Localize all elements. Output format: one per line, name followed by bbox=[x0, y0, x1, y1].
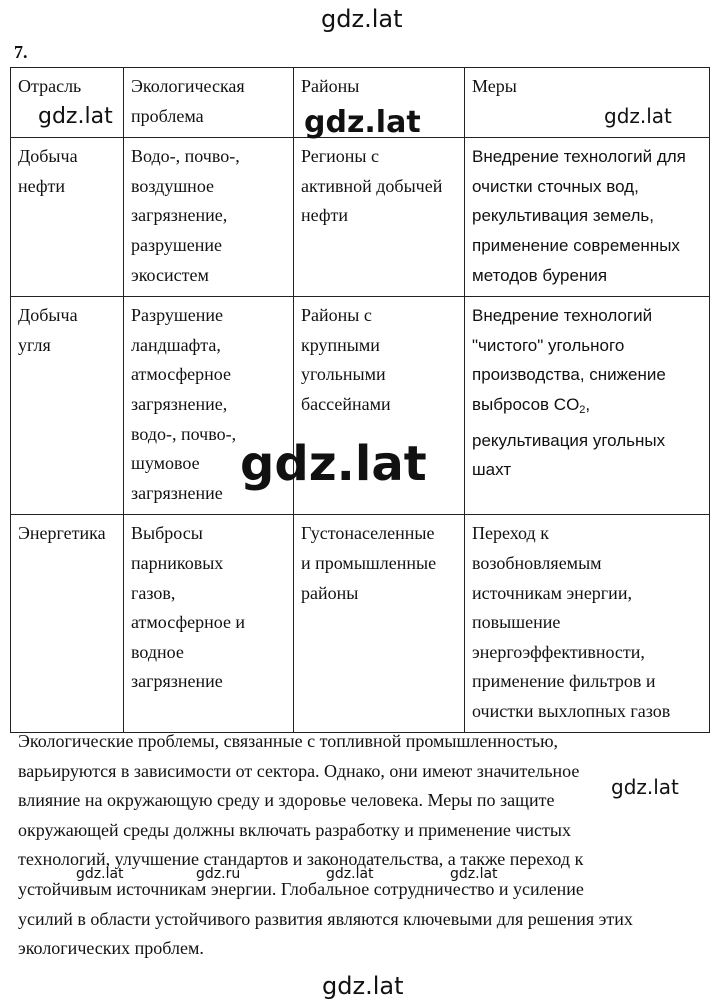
cell-text: методов бурения bbox=[472, 265, 608, 285]
cell-text: повышение bbox=[472, 612, 561, 633]
cell-sector bbox=[11, 138, 124, 297]
cell-measures bbox=[465, 138, 710, 297]
watermark-small: gdz.ru bbox=[196, 866, 241, 882]
cell-problem bbox=[124, 515, 294, 733]
paragraph-line: усилий в области устойчивого развития являются ключевыми для решения этих bbox=[18, 908, 633, 929]
cell-text: возобновляемым bbox=[472, 552, 602, 573]
cell-text: атмосферное и bbox=[131, 612, 246, 633]
task-number: 7. bbox=[14, 42, 28, 62]
cell-text: шахт bbox=[472, 460, 512, 480]
cell-measures bbox=[465, 515, 710, 733]
cell-text: загрязнение bbox=[131, 671, 223, 692]
cell-text: очистки выхлопных газов bbox=[472, 700, 671, 721]
header-text: Районы bbox=[301, 76, 360, 96]
cell-regions bbox=[294, 515, 465, 733]
cell-text: районы bbox=[301, 582, 359, 603]
cell-text: , bbox=[585, 394, 591, 414]
cell-text: воздушное bbox=[131, 175, 215, 196]
cell-text: рекультивация угольных bbox=[472, 430, 666, 450]
co2-subscript: 2 bbox=[579, 403, 586, 416]
cell-text: выбросов CO bbox=[472, 394, 580, 414]
cell-text: Выбросы bbox=[131, 523, 203, 544]
table-row bbox=[11, 515, 710, 733]
cell-text: активной добычей bbox=[301, 175, 443, 196]
cell-text: применение современных bbox=[472, 235, 680, 255]
cell-sector bbox=[11, 515, 124, 733]
paragraph-line: устойчивым источникам энергии. Глобальное сотрудничество и усиление bbox=[18, 878, 584, 899]
paragraph-line: экологических проблем. bbox=[18, 938, 204, 959]
cell-sector bbox=[11, 297, 124, 515]
cell-text: экосистем bbox=[131, 264, 209, 285]
cell-text: "чистого" угольного bbox=[472, 335, 625, 355]
header-text: Экологическая bbox=[131, 76, 245, 96]
cell-text: загрязнение, bbox=[131, 205, 228, 226]
cell-measures bbox=[465, 297, 710, 515]
watermark-left: gdz.lat bbox=[38, 104, 113, 129]
watermark-bottom: gdz.lat bbox=[322, 972, 404, 1000]
cell-text: энергоэффективности, bbox=[472, 641, 645, 662]
cell-text: ландшафта, bbox=[131, 334, 221, 355]
cell-text: газов, bbox=[131, 582, 176, 603]
cell-text: рекультивация земель, bbox=[472, 206, 654, 226]
watermark-small: gdz.lat bbox=[450, 866, 498, 882]
cell-text: Переход к bbox=[472, 523, 549, 544]
cell-text: Густонаселенные bbox=[301, 523, 435, 544]
watermark-big: gdz.lat bbox=[240, 436, 427, 492]
cell-text: и промышленные bbox=[301, 552, 437, 573]
paragraph-line: технологий, улучшение стандартов и законодательства, а также переход к bbox=[18, 849, 584, 870]
cell-text: водное bbox=[131, 641, 184, 662]
cell-text: Добыча bbox=[18, 146, 78, 167]
cell-text: Районы с bbox=[301, 305, 372, 326]
cell-text: источникам энергии, bbox=[472, 582, 632, 603]
cell-text: угольными bbox=[301, 364, 386, 385]
cell-text: шумовое bbox=[131, 453, 200, 474]
cell-text: парниковых bbox=[131, 552, 224, 573]
cell-text: угля bbox=[18, 334, 51, 355]
cell-text: бассейнами bbox=[301, 393, 391, 414]
cell-text-co2 bbox=[472, 390, 703, 426]
cell-text: Энергетика bbox=[18, 523, 106, 544]
cell-text: Внедрение технологий bbox=[472, 306, 653, 326]
cell-text: Водо-, почво-, bbox=[131, 146, 240, 167]
cell-text: нефти bbox=[18, 175, 66, 196]
watermark-paragraph-right: gdz.lat bbox=[611, 775, 679, 799]
watermark-middle: gdz.lat bbox=[304, 105, 421, 140]
cell-text: крупными bbox=[301, 334, 380, 355]
cell-text: загрязнение bbox=[131, 482, 223, 503]
paragraph-line: Экологические проблемы, связанные с топливной промышленностью, bbox=[18, 731, 559, 751]
cell-text: водо-, почво-, bbox=[131, 423, 237, 444]
cell-text: атмосферное bbox=[131, 364, 231, 385]
header-text: Меры bbox=[472, 76, 517, 96]
cell-regions bbox=[294, 138, 465, 297]
cell-text: применение фильтров и bbox=[472, 671, 656, 692]
conclusion-paragraph bbox=[18, 727, 714, 964]
cell-text: очистки сточных вод, bbox=[472, 176, 639, 196]
header-measures bbox=[465, 68, 710, 138]
cell-text: производства, снижение bbox=[472, 365, 666, 385]
cell-text: Регионы с bbox=[301, 146, 379, 167]
watermark-small: gdz.lat bbox=[326, 866, 374, 882]
cell-text: нефти bbox=[301, 205, 349, 226]
watermark-small: gdz.lat bbox=[76, 866, 124, 882]
cell-problem bbox=[124, 138, 294, 297]
watermark-right: gdz.lat bbox=[604, 104, 672, 128]
ecology-table bbox=[10, 67, 710, 733]
paragraph-line: окружающей среды должны включать разработку и применение чистых bbox=[18, 819, 571, 840]
paragraph-line: влияние на окружающую среду и здоровье человека. Меры по защите bbox=[18, 790, 555, 811]
header-text: проблема bbox=[131, 105, 204, 126]
cell-text: Внедрение технологий для bbox=[472, 147, 686, 167]
header-problem bbox=[124, 68, 294, 138]
watermark-top: gdz.lat bbox=[321, 5, 403, 33]
paragraph-line: варьируются в зависимости от сектора. Однако, они имеют значительное bbox=[18, 760, 580, 781]
cell-text: Разрушение bbox=[131, 305, 223, 326]
header-text: Отрасль bbox=[18, 76, 82, 96]
cell-text: Добыча bbox=[18, 305, 78, 326]
table-row bbox=[11, 138, 710, 297]
cell-text: загрязнение, bbox=[131, 393, 228, 414]
cell-text: разрушение bbox=[131, 234, 222, 255]
